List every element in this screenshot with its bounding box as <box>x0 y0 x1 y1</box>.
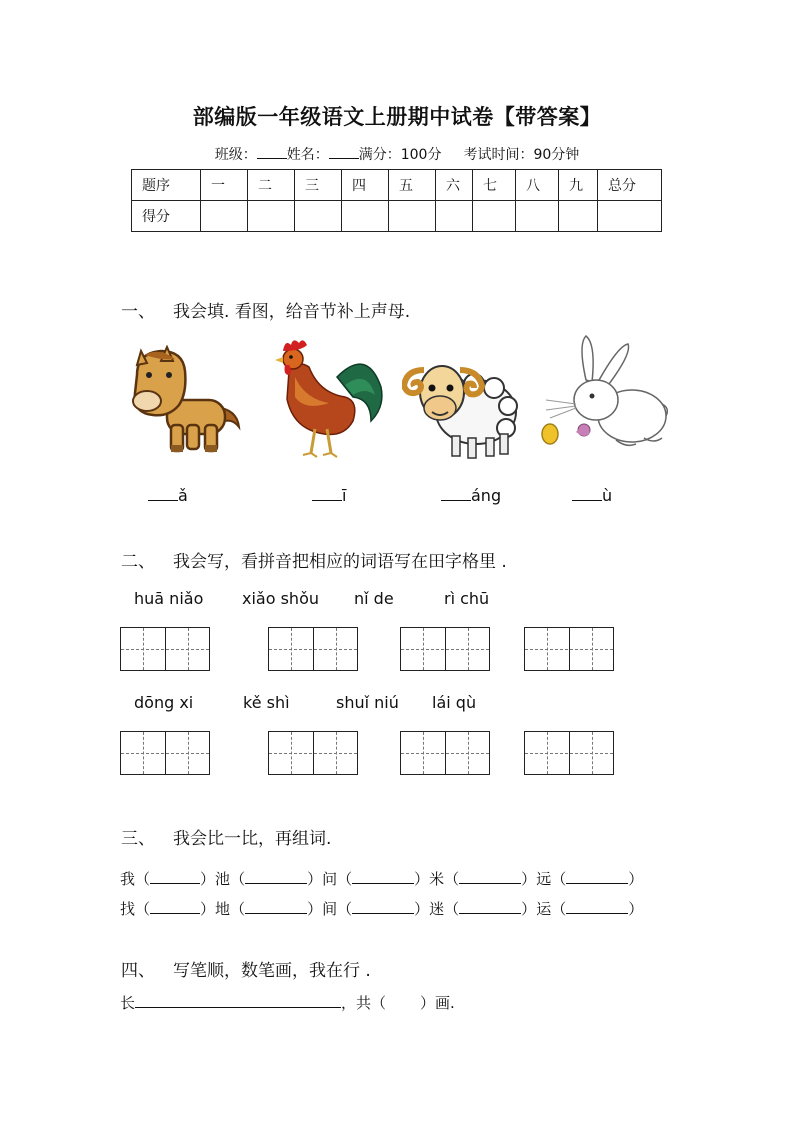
name-label: 姓名： <box>286 147 329 163</box>
class-blank[interactable] <box>257 146 287 159</box>
section-number: 三、 <box>121 829 155 849</box>
table-header-cell: 题序 <box>132 170 201 201</box>
compare-char: 迷 <box>429 900 445 918</box>
answer-rooster <box>312 486 346 505</box>
tianzige-box[interactable] <box>524 627 614 671</box>
word-blank[interactable] <box>150 871 200 884</box>
word-blank[interactable] <box>245 871 307 884</box>
table-header-cell: 三 <box>295 170 342 201</box>
name-blank[interactable] <box>329 146 359 159</box>
compare-char: 我 <box>120 870 136 888</box>
rooster-picture <box>275 337 387 461</box>
section-text: 写笔顺，数笔画，我在行 . <box>173 961 371 981</box>
score-table-header-row <box>132 170 662 201</box>
answer-sheep <box>441 486 501 505</box>
stroke-hua-label: ）画. <box>420 994 455 1012</box>
compare-row-2: 找（ ）地（ ）间（ ）迷（ ）运（ ） <box>120 900 644 918</box>
final-label: áng <box>471 486 502 505</box>
score-cell[interactable] <box>559 201 598 232</box>
pinyin-label: nǐ de <box>354 589 394 608</box>
final-label: ǎ <box>178 486 188 505</box>
tianzige-box[interactable] <box>120 627 210 671</box>
compare-char: 地 <box>215 900 231 918</box>
pinyin-label: kě shì <box>243 693 290 712</box>
class-label: 班级： <box>214 147 257 163</box>
answer-rabbit <box>572 486 612 505</box>
tianzige-box[interactable] <box>268 627 358 671</box>
stroke-order-blank[interactable] <box>135 995 341 1008</box>
score-cell[interactable] <box>295 201 342 232</box>
section-number: 四、 <box>121 961 155 981</box>
table-header-cell: 七 <box>473 170 516 201</box>
page-title: 部编版一年级语文上册期中试卷【带答案】 <box>192 105 602 129</box>
initial-blank[interactable] <box>441 486 471 501</box>
stroke-char: 长 <box>120 994 136 1012</box>
section-text: 我会填. 看图，给音节补上声母. <box>173 302 411 322</box>
tianzige-box[interactable] <box>400 627 490 671</box>
compare-char: 找 <box>120 900 136 918</box>
section-3-heading <box>121 824 331 849</box>
table-header-cell: 五 <box>389 170 436 201</box>
word-blank[interactable] <box>352 871 414 884</box>
sheep-picture <box>402 348 520 462</box>
section-number: 二、 <box>121 552 155 572</box>
word-blank[interactable] <box>566 901 628 914</box>
section-4-heading <box>121 956 371 981</box>
compare-char: 间 <box>322 900 338 918</box>
table-header-cell: 八 <box>516 170 559 201</box>
section-2-heading <box>121 547 507 572</box>
table-header-cell: 总分 <box>598 170 662 201</box>
compare-row-1: 我（ ）池（ ）问（ ）米（ ）远（ ） <box>120 870 644 888</box>
final-label: ī <box>342 486 347 505</box>
pinyin-label: dōng xi <box>134 693 194 712</box>
section-text: 我会写，看拼音把相应的词语写在田字格里 . <box>173 552 507 572</box>
score-cell[interactable] <box>473 201 516 232</box>
table-header-cell: 二 <box>248 170 295 201</box>
table-header-cell: 四 <box>342 170 389 201</box>
score-table-score-row <box>132 201 662 232</box>
pinyin-label: rì chū <box>444 589 490 608</box>
tianzige-box[interactable] <box>120 731 210 775</box>
score-cell[interactable] <box>201 201 248 232</box>
initial-blank[interactable] <box>148 486 178 501</box>
initial-blank[interactable] <box>572 486 602 501</box>
word-blank[interactable] <box>459 871 521 884</box>
table-header-cell: 九 <box>559 170 598 201</box>
section-text: 我会比一比，再组词. <box>173 829 332 849</box>
tianzige-box[interactable] <box>400 731 490 775</box>
compare-char: 池 <box>215 870 231 888</box>
full-score-label: 满分：100分 <box>358 147 442 163</box>
exam-info-line <box>0 144 794 164</box>
score-cell[interactable] <box>516 201 559 232</box>
stroke-gong-label: ，共（ <box>341 994 387 1012</box>
compare-char: 运 <box>536 900 552 918</box>
compare-char: 米 <box>429 870 445 888</box>
word-blank[interactable] <box>245 901 307 914</box>
final-label: ù <box>602 486 613 505</box>
exam-time-label: 考试时间：90分钟 <box>463 147 580 163</box>
score-table <box>131 169 662 232</box>
section-1-heading <box>121 297 410 322</box>
word-blank[interactable] <box>566 871 628 884</box>
answer-horse <box>148 486 188 505</box>
compare-char: 问 <box>322 870 338 888</box>
rabbit-picture <box>536 334 672 456</box>
tianzige-box[interactable] <box>524 731 614 775</box>
stroke-order-line <box>120 992 455 1013</box>
score-cell[interactable] <box>598 201 662 232</box>
score-label-cell: 得分 <box>132 201 201 232</box>
initial-blank[interactable] <box>312 486 342 501</box>
pinyin-label: lái qù <box>432 693 477 712</box>
word-blank[interactable] <box>352 901 414 914</box>
score-cell[interactable] <box>389 201 436 232</box>
pinyin-label: shuǐ niú <box>336 693 399 712</box>
pinyin-label: xiǎo shǒu <box>242 589 319 608</box>
tianzige-box[interactable] <box>268 731 358 775</box>
word-blank[interactable] <box>150 901 200 914</box>
score-cell[interactable] <box>342 201 389 232</box>
score-cell[interactable] <box>248 201 295 232</box>
word-blank[interactable] <box>459 901 521 914</box>
table-header-cell: 一 <box>201 170 248 201</box>
section-number: 一、 <box>121 302 155 322</box>
table-header-cell: 六 <box>436 170 473 201</box>
compare-char: 远 <box>536 870 552 888</box>
pinyin-label: huā niǎo <box>134 589 204 608</box>
score-cell[interactable] <box>436 201 473 232</box>
horse-picture <box>127 345 247 457</box>
